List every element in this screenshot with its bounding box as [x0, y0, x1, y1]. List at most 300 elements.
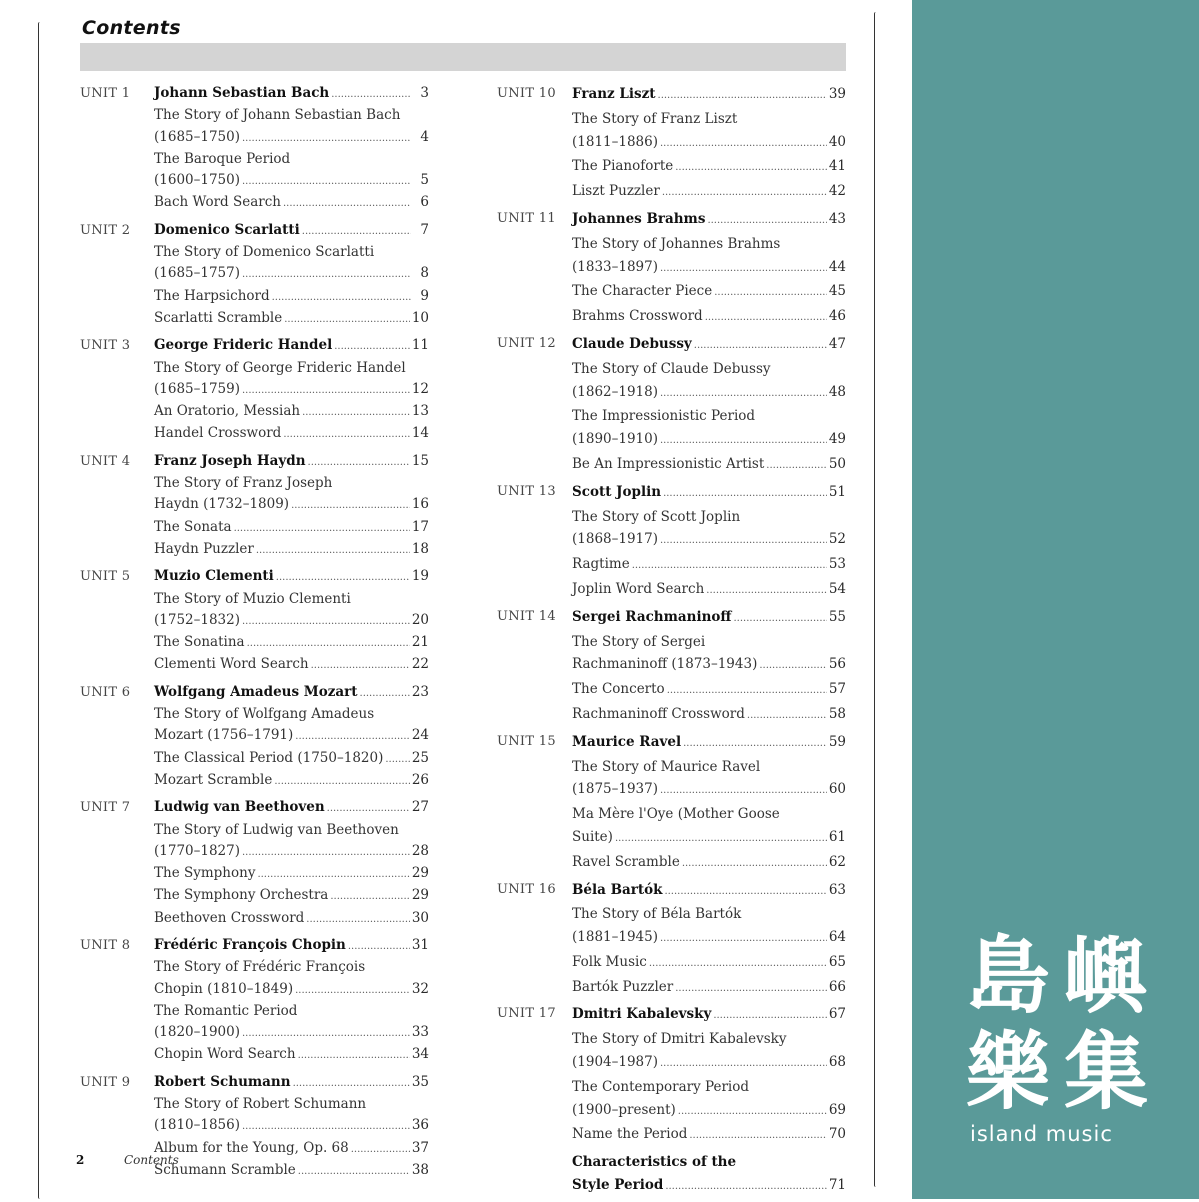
- brand-logo-line1: 島嶼: [966, 927, 1163, 1025]
- toc-unit: [80, 935, 429, 1067]
- entry-page-number: 46: [828, 308, 846, 325]
- entry-page-number: 50: [828, 455, 846, 472]
- entry-text: Scott Joplin: [572, 483, 662, 500]
- entry-text: (1752–1832): [154, 611, 240, 628]
- entry-text: The Harpsichord: [154, 287, 270, 304]
- dot-leader: [660, 780, 827, 803]
- dot-leader: [660, 1053, 827, 1076]
- dot-leader: [242, 171, 411, 192]
- toc-unit: [497, 333, 846, 478]
- unit-label: UNIT 8: [80, 937, 131, 953]
- dot-leader: [675, 157, 827, 180]
- toc-entry: [154, 589, 429, 610]
- entry-text: Wolfgang Amadeus Mozart: [154, 683, 358, 700]
- toc-entry: [154, 192, 429, 214]
- toc-composer-entry: [154, 797, 429, 819]
- entry-page-number: 39: [828, 86, 846, 102]
- toc-entry: [572, 803, 846, 826]
- toc-composer-entry: [154, 220, 429, 242]
- toc-entry: [572, 305, 846, 330]
- entry-page-number: 25: [411, 749, 429, 766]
- unit-label: UNIT 13: [497, 483, 556, 499]
- toc-entry: [154, 957, 429, 978]
- unit-entries: [154, 83, 429, 215]
- entry-text: The Story of Wolfgang Amadeus: [154, 706, 375, 723]
- toc-entry: [154, 725, 429, 747]
- entry-text: The Classical Period (1750–1820): [154, 749, 384, 766]
- toc-entry: [154, 908, 429, 930]
- entry-text: Sergei Rachmaninoff: [572, 608, 732, 625]
- entry-text: Rachmaninoff (1873–1943): [572, 656, 758, 673]
- unit-label: UNIT 16: [497, 881, 556, 897]
- entry-page-number: 68: [828, 1054, 846, 1071]
- dot-leader: [665, 1176, 827, 1199]
- unit-label: UNIT 2: [80, 222, 131, 238]
- toc-entry: [572, 653, 846, 678]
- toc-entry: [154, 308, 429, 330]
- toc-unit: [497, 208, 846, 330]
- entry-text: The Story of Maurice Ravel: [572, 758, 761, 775]
- toc-composer-entry: [572, 208, 846, 233]
- dot-leader: [283, 193, 411, 214]
- unit-entries: [572, 879, 846, 1001]
- dot-leader: [247, 633, 410, 654]
- entry-page-number: 45: [828, 283, 846, 300]
- toc-entry: [572, 280, 846, 305]
- dot-leader: [242, 611, 410, 632]
- entry-text: The Contemporary Period: [572, 1078, 749, 1095]
- entry-text: Scarlatti Scramble: [154, 309, 283, 326]
- entry-text: The Character Piece: [572, 283, 713, 300]
- toc-unit: [497, 606, 846, 728]
- entry-text: The Story of Frédéric François: [154, 959, 366, 976]
- dot-leader: [632, 555, 827, 578]
- entry-page-number: 71: [828, 1177, 846, 1194]
- entry-text: Frédéric François Chopin: [154, 936, 346, 953]
- dot-leader: [689, 1125, 826, 1148]
- dot-leader: [667, 680, 827, 703]
- entry-text: Ma Mère l'Oye (Mother Goose: [572, 806, 780, 823]
- entry-text: (1868–1917): [572, 531, 658, 548]
- page-heading: Contents: [82, 17, 181, 39]
- toc-entry: [154, 286, 429, 308]
- unit-entries: [154, 335, 429, 445]
- entry-page-number: 12: [411, 380, 429, 397]
- footer-page-number: 2: [76, 1153, 85, 1167]
- dot-leader: [298, 1161, 410, 1182]
- entry-text: Rachmaninoff Crossword: [572, 705, 745, 722]
- unit-entries: [154, 935, 429, 1067]
- dot-leader: [283, 424, 410, 445]
- toc-right-column: [497, 83, 846, 1202]
- entry-page-number: 19: [411, 568, 429, 585]
- entry-text: (1770–1827): [154, 842, 240, 859]
- entry-page-number: 5: [420, 172, 429, 189]
- entry-text: Name the Period: [572, 1126, 688, 1143]
- entry-page-number: 28: [411, 842, 429, 859]
- dot-leader: [256, 540, 410, 561]
- entry-text: The Story of Johannes Brahms: [572, 235, 781, 252]
- dot-leader: [662, 182, 827, 205]
- entry-page-number: 4: [420, 128, 429, 145]
- entry-text: (1820–1900): [154, 1024, 240, 1041]
- toc-unit: [497, 1003, 846, 1148]
- entry-text: The Story of Robert Schumann: [154, 1096, 367, 1113]
- entry-page-number: 32: [411, 980, 429, 997]
- entry-page-number: 36: [411, 1117, 429, 1134]
- toc-entry: [154, 379, 429, 401]
- entry-text: (1685–1757): [154, 265, 240, 282]
- entry-text: The Story of Sergei: [572, 633, 706, 650]
- toc-entry: [572, 578, 846, 603]
- toc-entry: [154, 885, 429, 907]
- entry-text: The Concerto: [572, 681, 665, 698]
- entry-page-number: 37: [411, 1139, 429, 1156]
- unit-label: UNIT 6: [80, 684, 131, 700]
- entry-text: An Oratorio, Messiah: [154, 403, 301, 420]
- toc-entry: [154, 473, 429, 494]
- toc-unit: [80, 220, 429, 330]
- toc-entry: [572, 756, 846, 779]
- entry-page-number: 31: [411, 936, 429, 953]
- entry-page-number: 16: [411, 496, 429, 513]
- dot-leader: [649, 953, 827, 976]
- unit-gap: [497, 1199, 846, 1202]
- entry-page-number: 3: [420, 85, 429, 101]
- heading-bar: [80, 43, 846, 71]
- entry-text: The Story of Claude Debussy: [572, 360, 771, 377]
- entry-text: The Pianoforte: [572, 158, 674, 175]
- entry-text: The Sonata: [154, 518, 232, 535]
- entry-text: The Baroque Period: [154, 150, 291, 167]
- unit-label: UNIT 14: [497, 608, 556, 624]
- dot-leader: [272, 287, 411, 308]
- toc-entry: [154, 654, 429, 676]
- dot-leader: [683, 733, 827, 756]
- entry-page-number: 62: [828, 853, 846, 870]
- entry-page-number: 23: [411, 683, 429, 700]
- entry-page-number: 52: [828, 531, 846, 548]
- dot-leader: [311, 655, 410, 676]
- entry-page-number: 40: [828, 133, 846, 150]
- unit-label: UNIT 7: [80, 800, 131, 816]
- toc-entry: [154, 494, 429, 516]
- dot-leader: [675, 978, 827, 1001]
- entry-page-number: 44: [828, 258, 846, 275]
- entry-text: The Symphony: [154, 865, 256, 882]
- toc-composer-entry: [154, 83, 429, 105]
- page-edge-left: [38, 22, 42, 1199]
- unit-entries: [154, 220, 429, 330]
- toc-entry: [154, 1022, 429, 1044]
- dot-leader: [308, 452, 410, 473]
- entry-text: Franz Joseph Haydn: [154, 452, 306, 469]
- entry-text: The Romantic Period: [154, 1002, 298, 1019]
- entry-page-number: 35: [411, 1073, 429, 1090]
- toc-entry: [154, 263, 429, 285]
- entry-page-number: 61: [828, 828, 846, 845]
- entry-text: The Symphony Orchestra: [154, 887, 329, 904]
- dot-leader: [615, 828, 827, 851]
- toc-composer-entry: [154, 566, 429, 588]
- unit-entries: [154, 1072, 429, 1182]
- unit-label: UNIT 5: [80, 569, 131, 585]
- toc-entry: [154, 149, 429, 170]
- dot-leader: [747, 705, 827, 728]
- dot-leader: [734, 608, 827, 631]
- entry-page-number: 20: [411, 611, 429, 628]
- dot-leader: [660, 430, 827, 453]
- toc-entry: [154, 979, 429, 1001]
- entry-page-number: 18: [411, 540, 429, 557]
- unit-entries: [572, 83, 846, 205]
- entry-text: Ludwig van Beethoven: [154, 799, 325, 816]
- unit-entries: [572, 481, 846, 603]
- entry-page-number: 43: [828, 210, 846, 227]
- dot-leader: [707, 210, 826, 233]
- entry-text: Schumann Scramble: [154, 1161, 296, 1178]
- toc-entry: [572, 428, 846, 453]
- toc-entry: [572, 528, 846, 553]
- entry-text: Ravel Scramble: [572, 853, 680, 870]
- page-edge-right: [874, 12, 878, 1187]
- dot-leader: [234, 518, 410, 539]
- toc-entry: [572, 951, 846, 976]
- entry-page-number: 34: [411, 1046, 429, 1063]
- toc-entry: [572, 976, 846, 1001]
- dot-leader: [766, 455, 827, 478]
- toc-entry: [572, 108, 846, 131]
- entry-text: (1881–1945): [572, 929, 658, 946]
- unit-label: UNIT 15: [497, 733, 556, 749]
- toc-entry: [154, 401, 429, 423]
- entry-text: Characteristics of the: [572, 1154, 737, 1171]
- dot-leader: [242, 380, 410, 401]
- entry-text: Bartók Puzzler: [572, 978, 674, 995]
- entry-page-number: 27: [411, 799, 429, 816]
- unit-entries: [572, 606, 846, 728]
- entry-text: Robert Schumann: [154, 1073, 291, 1090]
- toc-entry: [154, 1044, 429, 1066]
- entry-text: George Frideric Handel: [154, 337, 333, 354]
- entry-page-number: 9: [420, 287, 429, 304]
- dot-leader: [660, 928, 827, 951]
- unit-entries: [572, 731, 846, 876]
- toc-entry: [154, 820, 429, 841]
- entry-text: Be An Impressionistic Artist: [572, 455, 765, 472]
- unit-label: UNIT 12: [497, 335, 556, 351]
- dot-leader: [295, 980, 410, 1001]
- toc-unit: [497, 83, 846, 205]
- dot-leader: [334, 336, 410, 357]
- entry-page-number: 33: [411, 1024, 429, 1041]
- entry-text: Ragtime: [572, 556, 630, 573]
- entry-page-number: 7: [420, 221, 429, 238]
- toc-entry: [572, 381, 846, 406]
- entry-page-number: 22: [411, 656, 429, 673]
- unit-label: UNIT 3: [80, 338, 131, 354]
- toc-unit: [80, 451, 429, 561]
- toc-entry: [154, 539, 429, 561]
- entry-page-number: 54: [828, 580, 846, 597]
- dot-leader: [295, 726, 410, 747]
- entry-text: The Story of George Frideric Handel: [154, 359, 406, 376]
- entry-text: (1810–1856): [154, 1117, 240, 1134]
- toc-entry: [154, 1094, 429, 1115]
- toc-entry: [572, 180, 846, 205]
- entry-page-number: 11: [411, 337, 429, 354]
- toc-entry: [154, 358, 429, 379]
- toc-entry: [572, 233, 846, 256]
- footer-title: Contents: [124, 1153, 179, 1167]
- toc-entry: [572, 1076, 846, 1099]
- dot-leader: [327, 798, 410, 819]
- entry-text: (1811–1886): [572, 133, 658, 150]
- entry-text: Chopin (1810–1849): [154, 980, 294, 997]
- toc-unit: [80, 682, 429, 792]
- dot-leader: [242, 264, 411, 285]
- toc-entry: [154, 423, 429, 445]
- toc-entry: [154, 610, 429, 632]
- toc-entry: [572, 903, 846, 926]
- toc-composer-entry: [572, 606, 846, 631]
- dot-leader: [306, 909, 410, 930]
- entry-page-number: 38: [411, 1161, 429, 1178]
- toc-entry: [154, 770, 429, 792]
- toc-composer-entry: [154, 682, 429, 704]
- entry-text: The Story of Franz Joseph: [154, 475, 333, 492]
- entry-text: Haydn (1732–1809): [154, 496, 290, 513]
- toc-composer-entry: [572, 1174, 846, 1199]
- entry-page-number: 26: [411, 771, 429, 788]
- entry-text: (1862–1918): [572, 383, 658, 400]
- entry-page-number: 49: [828, 431, 846, 448]
- entry-text: Folk Music: [572, 953, 647, 970]
- dot-leader: [284, 309, 410, 330]
- dot-leader: [274, 771, 409, 792]
- dot-leader: [660, 133, 827, 156]
- unit-label: UNIT 9: [80, 1074, 131, 1090]
- entry-text: Muzio Clementi: [154, 568, 274, 585]
- entry-page-number: 66: [828, 978, 846, 995]
- toc-entry: [154, 748, 429, 770]
- dot-leader: [242, 128, 411, 149]
- dot-leader: [682, 853, 827, 876]
- toc-entry: [572, 155, 846, 180]
- toc-composer-entry: [154, 335, 429, 357]
- dot-leader: [291, 495, 410, 516]
- dot-leader: [663, 483, 827, 506]
- dot-leader: [385, 749, 409, 770]
- entry-page-number: 21: [411, 634, 429, 651]
- toc-entry: [572, 553, 846, 578]
- entry-text: Franz Liszt: [572, 86, 656, 102]
- entry-text: The Story of Dmitri Kabalevsky: [572, 1031, 787, 1048]
- entry-text: Style Period: [572, 1177, 664, 1194]
- dot-leader: [759, 655, 826, 678]
- toc-entry: [154, 1115, 429, 1137]
- unit-entries: [572, 208, 846, 330]
- entry-text: (1900–present): [572, 1101, 676, 1118]
- entry-text: The Story of Muzio Clementi: [154, 590, 351, 607]
- entry-text: (1875–1937): [572, 781, 658, 798]
- entry-text: Domenico Scarlatti: [154, 221, 300, 238]
- toc-composer-entry: [154, 451, 429, 473]
- entry-text: Béla Bartók: [572, 881, 663, 898]
- toc-entry: [154, 517, 429, 539]
- entry-text: (1685–1759): [154, 380, 240, 397]
- dot-leader: [714, 282, 827, 305]
- unit-label: UNIT 10: [497, 86, 556, 101]
- entry-text: The Story of Béla Bartók: [572, 906, 742, 923]
- entry-page-number: 41: [828, 158, 846, 175]
- dot-leader: [293, 1073, 410, 1094]
- toc-entry: [154, 1138, 429, 1160]
- entry-text: Handel Crossword: [154, 425, 282, 442]
- entry-page-number: 17: [411, 518, 429, 535]
- entry-page-number: 51: [828, 483, 846, 500]
- dot-leader: [276, 567, 410, 588]
- toc-entry: [154, 105, 429, 126]
- toc-composer-entry: [572, 333, 846, 358]
- entry-text: (1890–1910): [572, 431, 658, 448]
- entry-text: The Story of Domenico Scarlatti: [154, 244, 375, 261]
- toc-left-column: [80, 83, 429, 1187]
- entry-page-number: 63: [828, 881, 846, 898]
- dot-leader: [694, 335, 827, 358]
- dot-leader: [706, 580, 827, 603]
- dot-leader: [257, 864, 409, 885]
- entry-page-number: 59: [828, 733, 846, 750]
- toc-composer-entry: [572, 731, 846, 756]
- entry-page-number: 70: [828, 1126, 846, 1143]
- toc-unit: [80, 335, 429, 445]
- unit-label: UNIT 1: [80, 86, 131, 101]
- unit-label: UNIT 17: [497, 1006, 556, 1022]
- toc-entry: [572, 851, 846, 876]
- entry-page-number: 24: [411, 727, 429, 744]
- dot-leader: [242, 1023, 410, 1044]
- toc-entry: [572, 778, 846, 803]
- dot-leader: [302, 221, 411, 242]
- dot-leader: [360, 683, 410, 704]
- entry-page-number: 15: [411, 452, 429, 469]
- toc-entry: [572, 1051, 846, 1076]
- toc-composer-entry: [154, 1072, 429, 1094]
- unit-entries: [572, 1151, 846, 1199]
- toc-entry: [154, 863, 429, 885]
- entry-page-number: 10: [411, 309, 429, 326]
- entry-text: Maurice Ravel: [572, 733, 682, 750]
- entry-text: (1833–1897): [572, 258, 658, 275]
- unit-label: UNIT 11: [497, 210, 556, 226]
- toc-entry: [154, 1160, 429, 1182]
- dot-leader: [298, 1045, 410, 1066]
- toc-unit: [497, 1151, 846, 1199]
- toc-entry: [572, 826, 846, 851]
- entry-text: Mozart (1756–1791): [154, 727, 294, 744]
- toc-entry: [572, 358, 846, 381]
- dot-leader: [705, 307, 827, 330]
- entry-page-number: 64: [828, 929, 846, 946]
- dot-leader: [660, 530, 827, 553]
- unit-entries: [154, 797, 429, 930]
- toc-entry: [154, 841, 429, 863]
- unit-entries: [572, 333, 846, 478]
- toc-entry: [572, 1099, 846, 1124]
- dot-leader: [660, 258, 827, 281]
- dot-leader: [242, 1116, 410, 1137]
